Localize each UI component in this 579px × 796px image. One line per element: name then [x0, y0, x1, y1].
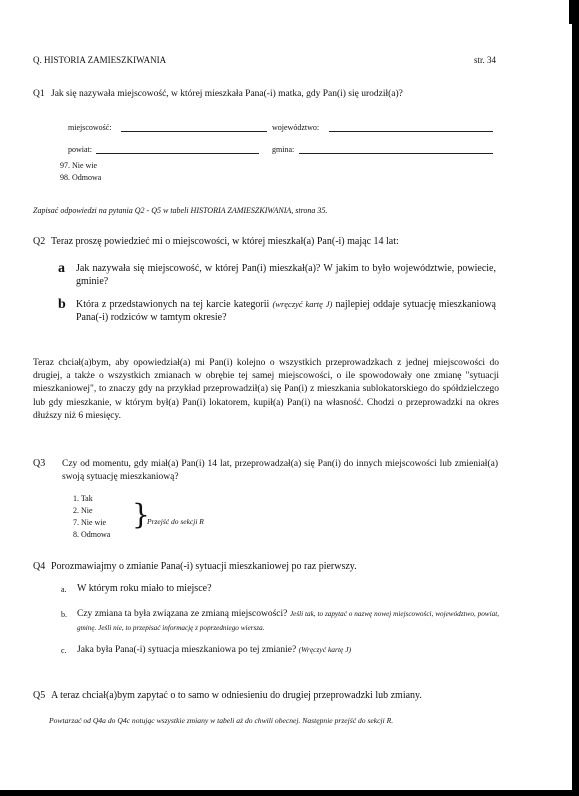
- q4-c-label: c.: [61, 646, 67, 655]
- q1-option-97: 97. Nie wie: [60, 161, 98, 170]
- q2-b-text: Która z przedstawionych na tej karcie kategorii (wręczyć kartę J) najlepiej oddaje sytuację mieszkaniową Pana(-i) rodziców w tamtym okresie?: [76, 299, 496, 323]
- field-label-gmina: gmina:: [272, 145, 295, 154]
- q2-b-label: b: [58, 297, 66, 312]
- q4-b-text: Czy zmiana ta była związana ze zmianą miejscowości? Jeśli tak, to zapytać o nazwę nowej miejscowości, województwo, powiat, gminę. Jeśli nie, to przepisać informację z poprzedniego wiersza.: [77, 609, 499, 632]
- section-title: Q. HISTORIA ZAMIESZKIWANIA: [33, 55, 167, 65]
- q3-number: Q3: [33, 458, 46, 469]
- field-line-wojewodztwo[interactable]: [329, 131, 493, 132]
- q4-a-label: a.: [61, 585, 67, 594]
- field-line-gmina[interactable]: [299, 153, 493, 154]
- instruction-q2-q5: Zapisać odpowiedzi na pytania Q2 - Q5 w tabeli HISTORIA ZAMIESZKIWANIA, strona 35.: [33, 206, 328, 215]
- field-label-powiat: powiat:: [68, 145, 92, 154]
- scan-edge-right-top: [569, 0, 572, 24]
- scan-edge-bottom: [0, 790, 579, 796]
- q5-question: A teraz chciał(a)bym zapytać o to samo w odniesieniu do drugiej przeprowadzki lub zmiany.: [51, 690, 422, 701]
- q3-option-2: 2. Nie: [73, 506, 93, 515]
- q3-option-1: 1. Tak: [73, 494, 93, 503]
- q2-a-text: Jak nazywała się miejscowość, w której Pan(i) mieszkał(a)? W jakim to było województwie, powiecie, gminie?: [76, 263, 496, 287]
- q4-question: Porozmawiajmy o zmianie Pana(-i) sytuacji mieszkaniowej po raz pierwszy.: [51, 561, 357, 572]
- q3-option-8: 8. Odmowa: [73, 530, 111, 539]
- brace-icon: }: [132, 498, 150, 531]
- field-line-miejscowosc[interactable]: [121, 131, 267, 132]
- q4-b-label: b.: [61, 610, 67, 619]
- field-label-miejscowosc: miejscowość:: [68, 123, 112, 132]
- q4-a-text: W którym roku miało to miejsce?: [77, 583, 212, 594]
- q3-question: Czy od momentu, gdy miał(a) Pan(i) 14 lat, przeprowadzał(a) się Pan(i) do innych miejscowości lub zmieniał(a) swoją sytuację mieszkaniową?: [62, 459, 498, 482]
- q2-question: Teraz proszę powiedzieć mi o miejscowości, w której mieszkał(a) Pan(-i) mając 14 lat:: [51, 236, 399, 247]
- q2-number: Q2: [33, 236, 46, 247]
- field-label-wojewodztwo: województwo:: [272, 123, 320, 132]
- q5-number: Q5: [33, 690, 46, 701]
- q3-skip-note: Przejść do sekcji R: [147, 517, 204, 526]
- q3-option-7: 7. Nie wie: [73, 518, 107, 527]
- q4-c-text: Jaka była Pana(-i) sytuacja mieszkaniowa po tej zmianie? (Wręczyć kartę J): [77, 645, 352, 655]
- intro-paragraph: Teraz chciał(a)bym, aby opowiedział(a) mi Pan(i) kolejno o wszystkich przeprowadzkach z jednej miejscowości do drugiej, a także o wszystkich zmianach w obrębie tej samej miejscowości, o ile spowodowały one zmianę "sytuacji mieszkaniowej", to znaczy gdy na przykład przeprowadził(a) się Pan(i) z mieszkania sublokatorskiego do spółdzielczego lub gdy mieszkanie, w którym był(a) Pan(i) lokatorem, kupił(a) Pan(i) na własność. Chodzi o przeprowadzki na okres dłuższy niż 6 miesięcy.: [33, 358, 499, 421]
- page-number: str. 34: [474, 55, 497, 65]
- scan-edge-right: [572, 0, 579, 796]
- q5-instruction: Powtarzać od Q4a do Q4c notując wszystkie zmiany w tabeli aż do chwili obecnej. Następnie przejść do sekcji R.: [49, 716, 394, 725]
- field-line-powiat[interactable]: [96, 153, 259, 154]
- q2-a-label: a: [58, 261, 65, 276]
- q1-option-98: 98. Odmowa: [60, 173, 102, 182]
- q1-number: Q1: [33, 89, 45, 99]
- q1-question: Jak się nazywała miejscowość, w której mieszkała Pana(-i) matka, gdy Pan(i) się urodził(a)?: [51, 89, 403, 99]
- q4-number: Q4: [33, 561, 46, 572]
